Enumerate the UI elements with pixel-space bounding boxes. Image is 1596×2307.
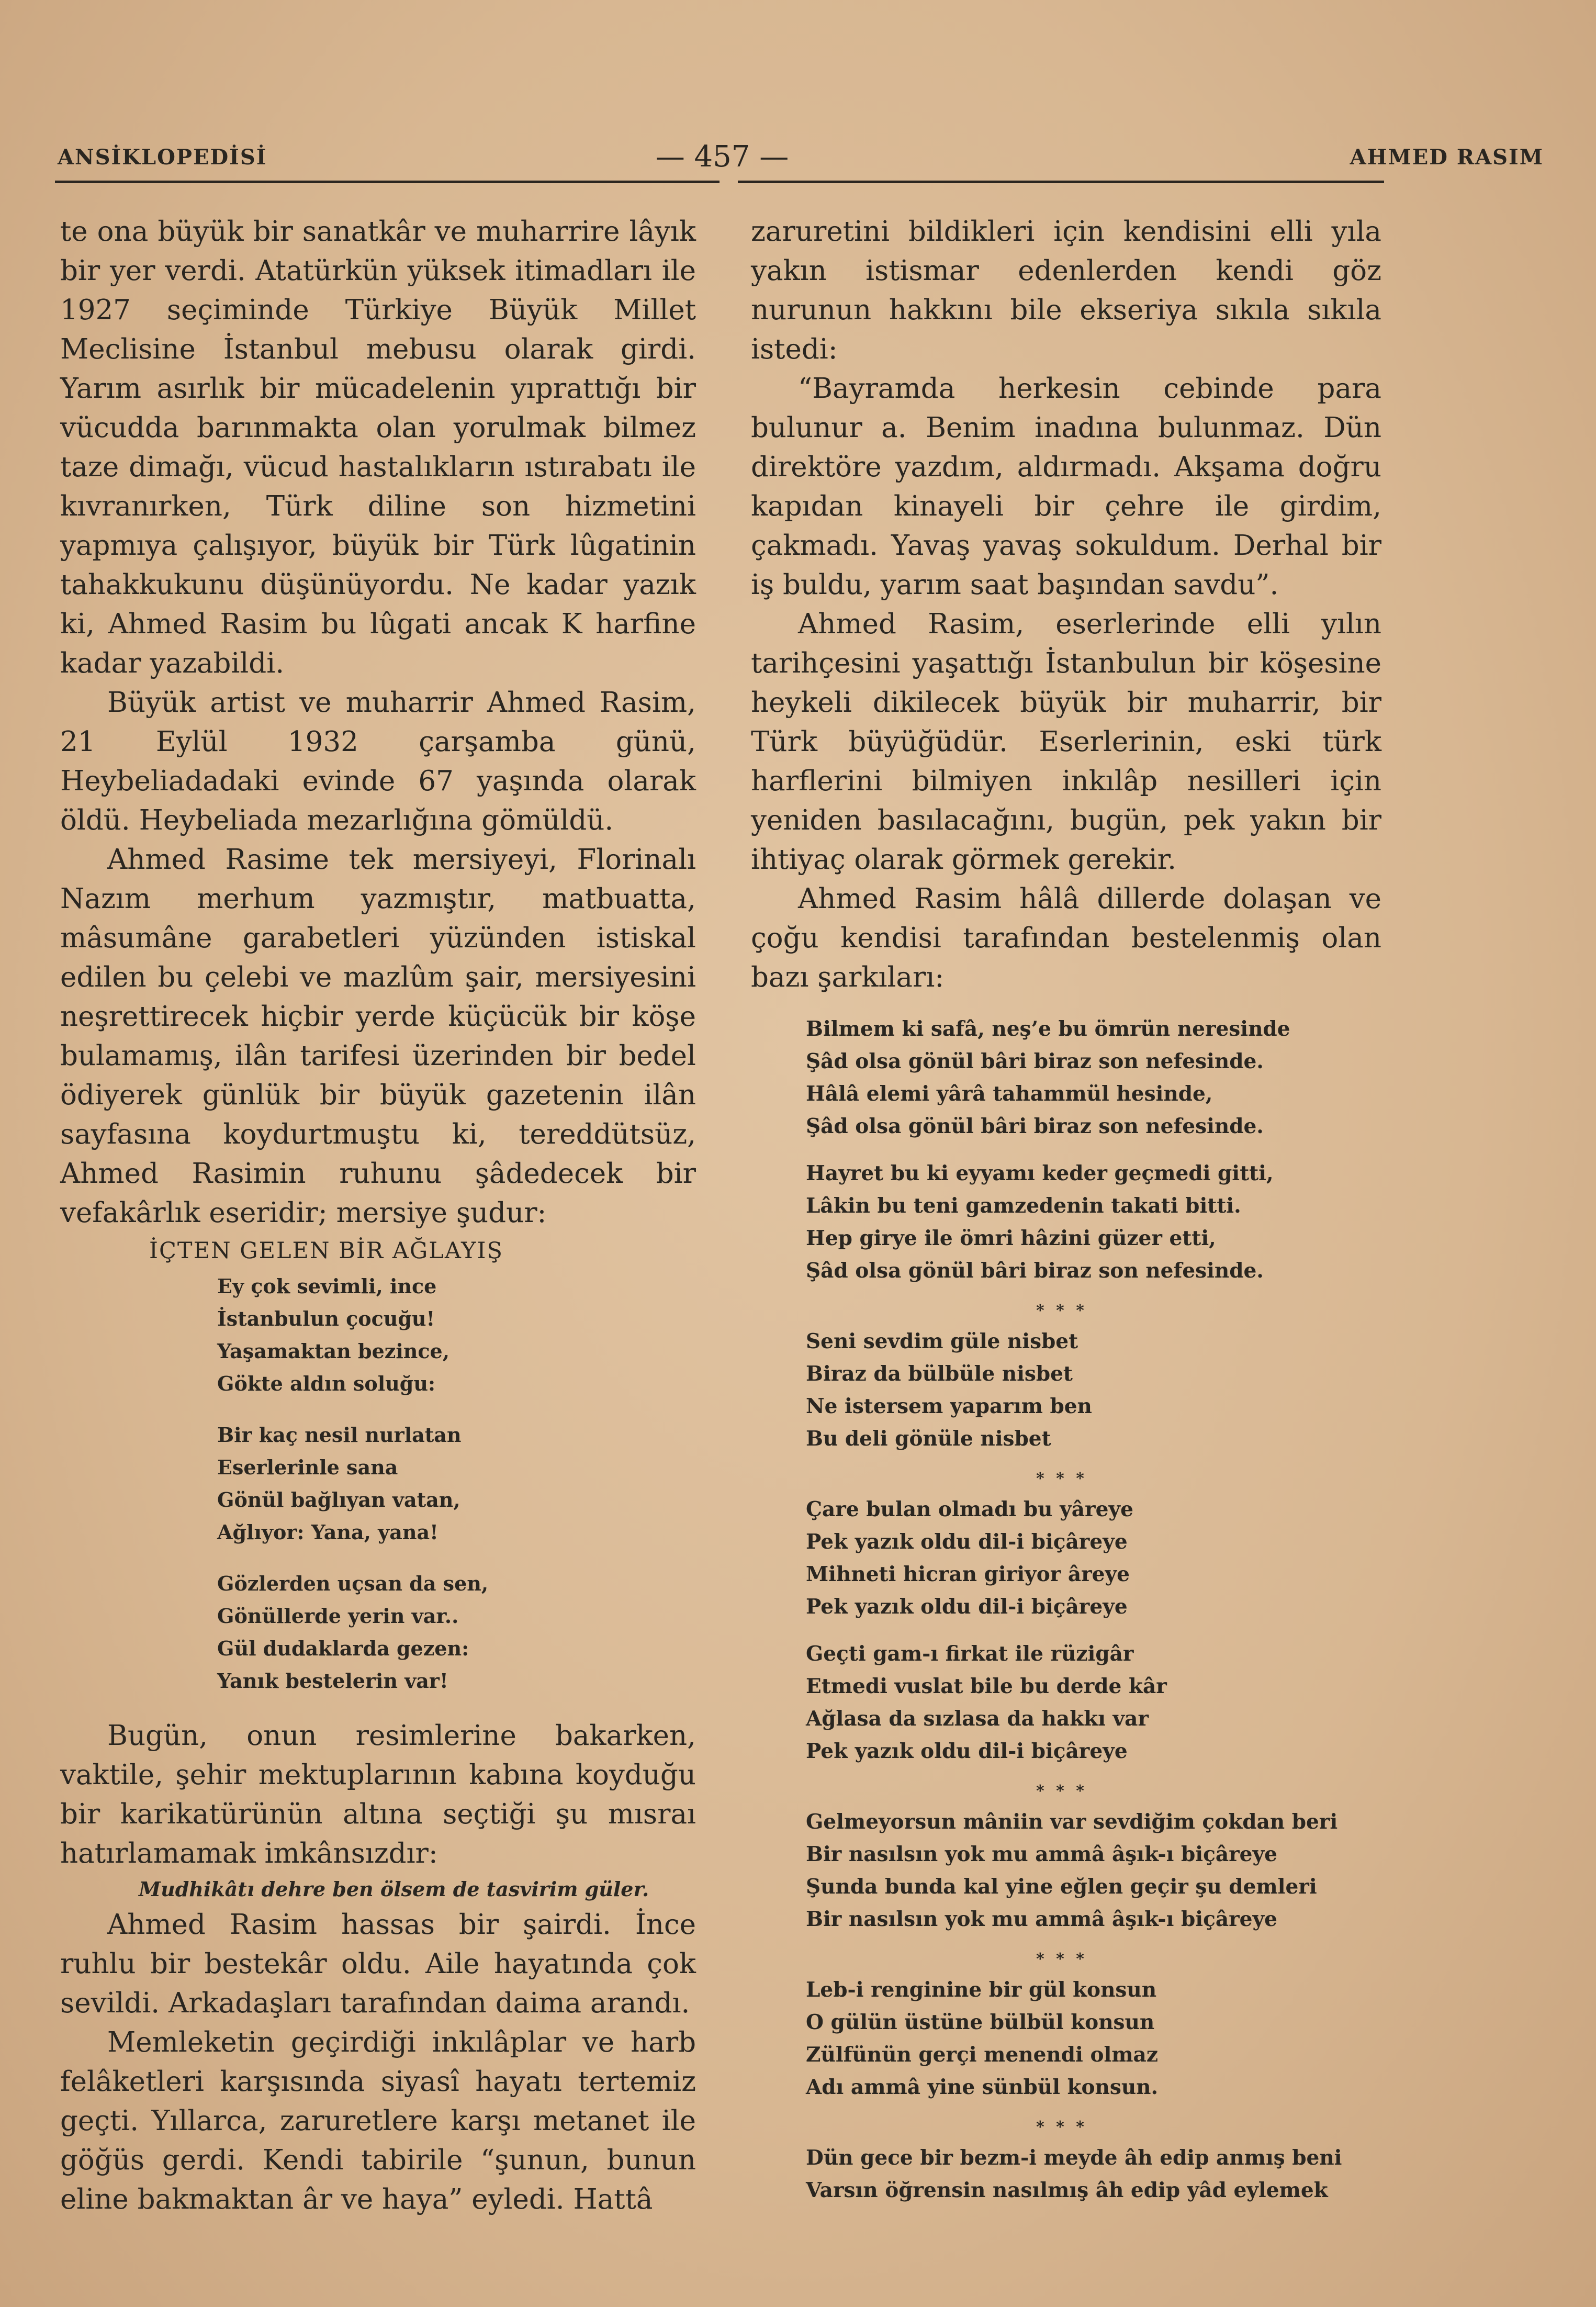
lyric-line: Hep girye ile ömri hâzini güzer etti, <box>806 1226 1216 1250</box>
running-head-right: AHMED RASIM <box>1350 145 1544 170</box>
lyric-line: Pek yazık oldu dil-i biçâreye <box>806 1595 1128 1619</box>
song-stanza <box>806 1325 1381 1455</box>
left-column <box>60 212 696 2219</box>
paragraph: Ahmed Rasim hassas bir şairdi. İnce ruhlu bir bestekâr oldu. Aile hayatında çok sevildi. Arkadaşları tarafından daima arandı. <box>60 1909 696 2019</box>
quoted-verse: Mudhikâtı dehre ben ölsem de tasvirim güler. <box>139 1877 649 1901</box>
lyric-line: Çare bulan olmadı bu yâreye <box>806 1497 1133 1521</box>
stanza-separator: * * * <box>1036 1950 1087 1968</box>
song-stanza <box>806 1013 1381 1143</box>
paragraph: Büyük artist ve muharrir Ahmed Rasim, 21 Eylül 1932 çarşamba günü, Heybeliadadaki evinde 67 yaşında olarak öldü. Heybeliada mezarlığına gömüldü. <box>60 687 696 836</box>
lyric-line: Lâkin bu teni gamzedenin takati bitti. <box>806 1194 1241 1218</box>
lyric-line: Dün gece bir bezm-i meyde âh edip anmış beni <box>806 2146 1342 2170</box>
paragraph: Ahmed Rasim hâlâ dillerde dolaşan ve çoğu kendisi tarafından bestelenmiş olan bazı şarkıları: <box>751 883 1381 993</box>
lyric-line: Geçti gam-ı firkat ile rüzigâr <box>806 1642 1134 1666</box>
paragraph: Bugün, onun resimlerine bakarken, vaktile, şehir mektuplarının kabına koyduğu bir karikatürünün altına seçtiği şu mısraı hatırlamamak imkânsızdır: <box>60 1720 696 1869</box>
verse-line: Yaşamaktan bezince, <box>217 1339 449 1363</box>
running-head-left: ANSİKLOPEDİSİ <box>58 145 267 170</box>
lyric-line: Biraz da bülbüle nisbet <box>806 1362 1073 1386</box>
song-stanza <box>806 1638 1381 1767</box>
verse-line: Gül dudaklarda gezen: <box>217 1637 469 1660</box>
verse-line: Ey çok sevimli, ince <box>217 1274 437 1298</box>
verse-line: Ağlıyor: Yana, yana! <box>217 1520 439 1544</box>
paragraph: te ona büyük bir sanatkâr ve muharrire lâyık bir yer verdi. Atatürkün yüksek itimadları ile 1927 seçiminde Türkiye Büyük Millet Meclisine İstanbul mebusu olarak girdi. Yarım asırlık bir mücadelenin yıprattığı bir vücudda barınmakta olan yorulmak bilmez taze dimağı, vücud hastalıkların ıstırabatı ile kıvranırken, Türk diline son hizmetini yapmıya çalışıyor, büyük bir Türk lûgatinin tahakkukunu düşünüyordu. Ne kadar yazık ki, Ahmed Rasim bu lûgati ancak K harfine kadar yazabildi. <box>60 216 696 679</box>
stanza-separator: * * * <box>1036 1470 1087 1488</box>
verse-line: Bir kaç nesil nurlatan <box>217 1423 462 1447</box>
lyric-line: Varsın öğrensin nasılmış âh edip yâd eylemek <box>806 2178 1328 2202</box>
stanza-separator: * * * <box>1036 2118 1087 2136</box>
lyric-line: Ne istersem yaparım ben <box>806 1394 1092 1418</box>
lyric-line: Şunda bunda kal yine eğlen geçir şu demleri <box>806 1875 1317 1899</box>
lyric-line: Pek yazık oldu dil-i biçâreye <box>806 1739 1128 1763</box>
song-lyrics <box>806 1013 1381 2207</box>
lyric-line: Şâd olsa gönül bâri biraz son nefesinde. <box>806 1049 1264 1073</box>
lyric-line: Bir nasılsın yok mu ammâ âşık-ı biçâreye <box>806 1907 1277 1931</box>
lyric-line: Mihneti hicran giriyor âreye <box>806 1562 1130 1586</box>
stanza-separator: * * * <box>1036 1782 1087 1800</box>
song-stanza <box>806 1974 1381 2103</box>
poem-stanza <box>217 1567 696 1697</box>
song-stanza <box>806 1493 1381 1623</box>
paragraph: Memleketin geçirdiği inkılâplar ve harb felâketleri karşısında siyasî hayatı tertemiz geçti. Yıllarca, zaruretlere karşı metanet ile göğüs gerdi. Kendi tabirile “şunun, bunun eline bakmaktan âr ve haya” eyledi. Hattâ <box>60 2026 696 2215</box>
poem-title: İÇTEN GELEN BİR AĞLAYIŞ <box>149 1238 503 1264</box>
verse-line: İstanbulun çocuğu! <box>217 1307 435 1330</box>
lyric-line: Şâd olsa gönül bâri biraz son nefesinde. <box>806 1259 1264 1283</box>
lyric-line: Hayret bu ki eyyamı keder geçmedi gitti, <box>806 1161 1274 1185</box>
lyric-line: Ağlasa da sızlasa da hakkı var <box>806 1707 1149 1731</box>
stanza-separator: * * * <box>1036 1302 1087 1320</box>
lyric-line: Şâd olsa gönül bâri biraz son nefesinde. <box>806 1114 1264 1138</box>
poem-stanza <box>217 1270 696 1400</box>
poem-stanza <box>217 1419 696 1549</box>
lyric-line: Zülfünün gerçi menendi olmaz <box>806 2043 1158 2067</box>
paragraph: zaruretini bildikleri için kendisini elli yıla yakın istismar edenlerden kendi göz nurunun hakkını bile ekseriya sıkıla sıkıla istedi: <box>751 216 1381 365</box>
lyric-line: Leb-i renginine bir gül konsun <box>806 1978 1157 2002</box>
header-rule-left <box>55 181 720 183</box>
lyric-line: Pek yazık oldu dil-i biçâreye <box>806 1530 1128 1554</box>
lyric-line: Bu deli gönüle nisbet <box>806 1427 1051 1451</box>
right-column <box>751 212 1381 2221</box>
verse-line: Gönüllerde yerin var.. <box>217 1604 459 1628</box>
lyric-line: Bilmem ki safâ, neş’e bu ömrün neresinde <box>806 1017 1290 1041</box>
song-stanza <box>806 1806 1381 1935</box>
header-rule-right <box>738 181 1384 183</box>
lyric-line: Bir nasılsın yok mu ammâ âşık-ı biçâreye <box>806 1842 1277 1866</box>
verse-line: Gözlerden uçsan da sen, <box>217 1572 489 1595</box>
verse-line: Gönül bağlıyan vatan, <box>217 1488 460 1511</box>
quoted-paragraph: “Bayramda herkesin cebinde para bulunur a. Benim inadına bulunmaz. Dün direktöre yazdım, aldırmadı. Akşama doğru kapıdan kinayeli bir çehre ile girdim, çakmadı. Yavaş yavaş sokuldum. Derhal bir iş buldu, yarım saat başından savdu”. <box>751 373 1381 601</box>
verse-line: Gökte aldın soluğu: <box>217 1372 436 1395</box>
paragraph: Ahmed Rasim, eserlerinde elli yılın tarihçesini yaşattığı İstanbulun bir köşesine heykeli dikilecek büyük bir muharrir, bir Türk büyüğüdür. Eserlerinin, eski türk harflerini bilmiyen inkılâp nesilleri için yeniden basılacağını, bugün, pek yakın bir ihtiyaç olarak görmek gerekir. <box>751 608 1381 876</box>
lyric-line: Seni sevdim güle nisbet <box>806 1329 1078 1353</box>
page-number: — 457 — <box>655 140 789 174</box>
lyric-line: Adı ammâ yine sünbül konsun. <box>806 2075 1159 2099</box>
lyric-line: Etmedi vuslat bile bu derde kâr <box>806 1674 1167 1698</box>
page-header <box>58 133 1544 181</box>
verse-line: Yanık bestelerin var! <box>217 1669 448 1693</box>
song-stanza <box>806 2142 1381 2207</box>
paragraph: Ahmed Rasime tek mersiyeyi, Florinalı Nazım merhum yazmıştır, matbuatta, mâsumâne garabetleri yüzünden istiskal edilen bu çelebi ve mazlûm şair, mersiyesini neşrettirecek hiçbir yerde küçücük bir köşe bulamamış, ilân tarifesi üzerinden bir bedel ödiyerek günlük bir büyük gazetenin ilân sayfasına koydurtmuştu ki, tereddütsüz, Ahmed Rasimin ruhunu şâdedecek bir vefakârlık eseridir; mersiye şudur: <box>60 844 696 1229</box>
lyric-line: Gelmeyorsun mâniin var sevdiğim çokdan beri <box>806 1810 1338 1834</box>
verse-line: Eserlerinle sana <box>217 1455 398 1479</box>
song-stanza <box>806 1157 1381 1287</box>
lyric-line: Hâlâ elemi yârâ tahammül hesinde, <box>806 1082 1213 1106</box>
lyric-line: O gülün üstüne bülbül konsun <box>806 2010 1155 2034</box>
